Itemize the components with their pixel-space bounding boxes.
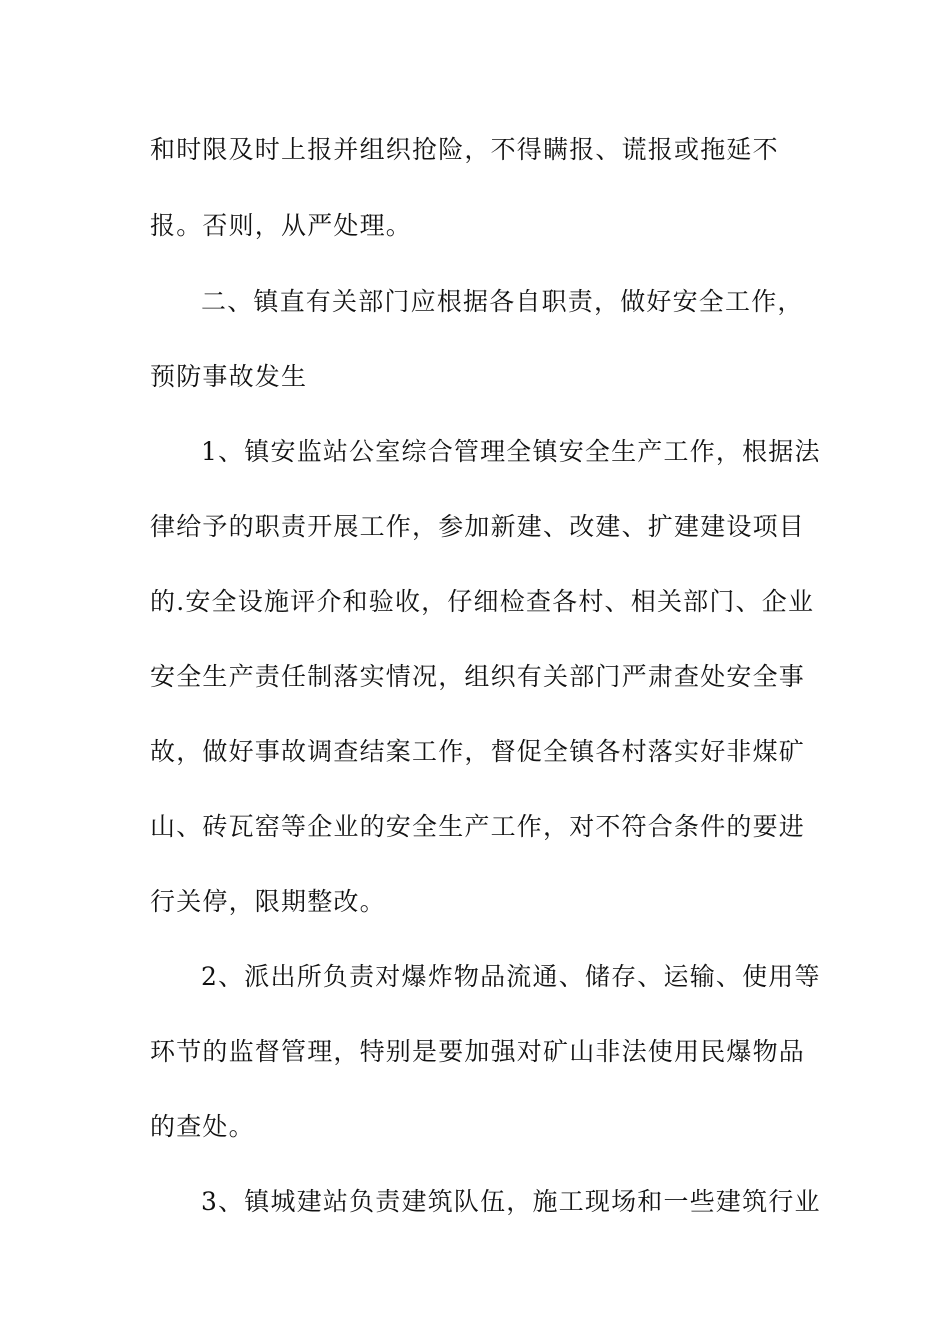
- section-heading-continuation: 预防事故发生: [150, 362, 308, 391]
- text-line: 律给予的职责开展工作，参加新建、改建、扩建建设项目: [150, 512, 806, 541]
- text-line: 2、派出所负责对爆炸物品流通、储存、运输、使用等: [201, 962, 821, 991]
- text-line: 行关停，限期整改。: [150, 887, 386, 916]
- text-line: 3、镇城建站负责建筑队伍，施工现场和一些建筑行业: [201, 1187, 821, 1216]
- text-line: 报。否则，从严处理。: [150, 211, 413, 240]
- section-heading: 二、镇直有关部门应根据各自职责，做好安全工作，: [201, 287, 804, 316]
- text-line: 山、砖瓦窑等企业的安全生产工作，对不符合条件的要进: [150, 812, 806, 841]
- text-line: 环节的监督管理，特别是要加强对矿山非法使用民爆物品: [150, 1037, 806, 1066]
- text-line: 和时限及时上报并组织抢险，不得瞒报、谎报或拖延不: [150, 135, 779, 164]
- text-line: 故，做好事故调查结案工作，督促全镇各村落实好非煤矿: [150, 737, 806, 766]
- text-line: 的查处。: [150, 1112, 255, 1141]
- text-line: 安全生产责任制落实情况，组织有关部门严肃查处安全事: [150, 662, 806, 691]
- text-line: 的.安全设施评介和验收，仔细检查各村、相关部门、企业: [150, 587, 815, 616]
- text-line: 1、镇安监站公室综合管理全镇安全生产工作，根据法: [201, 437, 821, 466]
